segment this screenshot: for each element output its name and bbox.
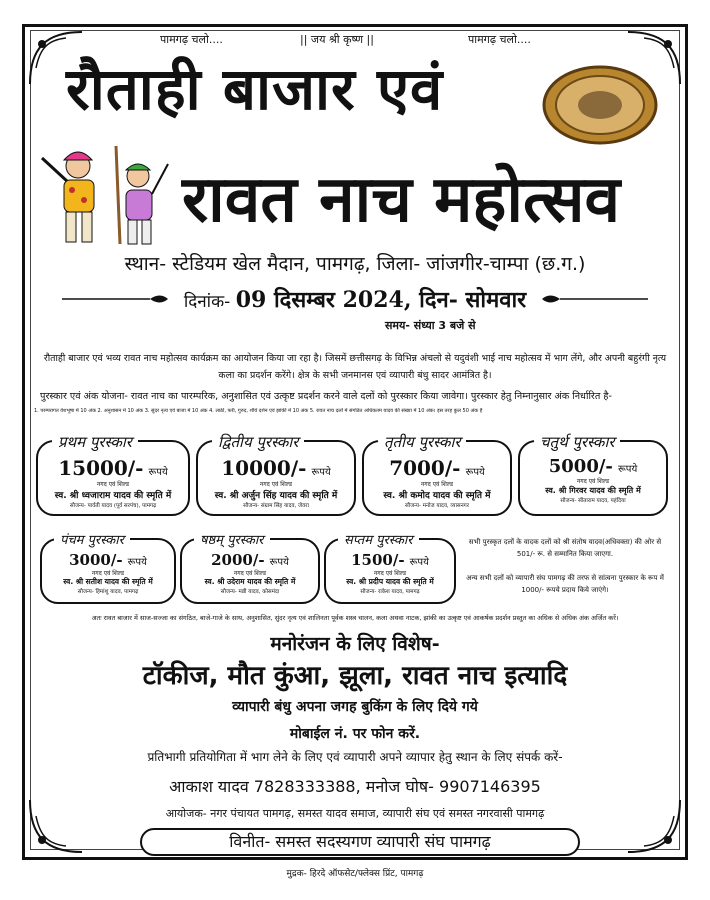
prize-extra: नगद एवं शिल्ड <box>373 570 407 577</box>
contact-numbers: आकाश यादव 7828333388, मनोज घोष- 9907146395 <box>169 777 541 796</box>
header-right: पामगढ़ चलो.... <box>468 33 531 46</box>
prize-title: पंचम पुरस्कार <box>54 530 130 548</box>
printer-credit: मुद्रक- हिरदे ऑफसेट/फ्लेक्स प्रिंट, पामगढ़ <box>286 869 424 879</box>
title-line-1: रौताही बाजार एवं <box>66 55 444 123</box>
drum-icon <box>540 64 660 146</box>
prize-card-6 <box>180 533 320 604</box>
prize-currency: रूपये <box>311 467 331 478</box>
venue-text: स्थान- स्टेडियम खेल मैदान, पामगढ़, जिला- जांजगीर-चाम्पा (छ.ग.) <box>124 253 586 275</box>
date-prefix: दिनांक- <box>183 292 231 312</box>
prize-sponsor: सौजन्य- हिमांशु यादव, पामगढ़ <box>77 589 139 595</box>
prize-title: तृतीय पुरस्कार <box>378 432 466 452</box>
date-value: 09 दिसम्बर 2024, दिन- सोमवार <box>235 287 527 313</box>
mobile-text: मोबाईल नं. पर फोन करें. <box>289 726 421 742</box>
prize-currency: रूपये <box>127 557 147 568</box>
corner-ornament-icon <box>26 796 86 856</box>
prize-memorial: स्व. श्री कमोद यादव की स्मृति में <box>383 491 491 501</box>
prize-amount: 15000/- <box>58 456 144 480</box>
prize-sponsor: सौजन्य- मन्नी यादव, कोसमंदा <box>220 589 280 595</box>
header-center: || जय श्री कृष्ण || <box>300 33 374 46</box>
prize-sponsor: सौजन्य- सीताराम यादव, पहंदिया <box>560 498 626 504</box>
prize-card-1 <box>36 433 190 516</box>
prize-extra: नगद एवं शिल्ड <box>420 481 454 488</box>
corner-ornament-icon <box>624 796 684 856</box>
header-left: पामगढ़ चलो.... <box>160 33 223 46</box>
booking-text: व्यापारी बंधु अपना जगह बुकिंग के लिए दिये गये <box>232 699 478 715</box>
time-text: समय- संध्या 3 बजे से <box>385 319 476 332</box>
prize-title: प्रथम पुरस्कार <box>52 432 138 452</box>
prize-memorial: स्व. श्री गिरवर यादव की स्मृति में <box>545 486 641 495</box>
prize-note-1: सभी पुरस्कृत दलों के वादक दलों को श्री संतोष यादव(अधिवक्ता) की ओर से 501/- रू. से सम्मानित किया जाएगा. <box>468 538 662 558</box>
prize-card-4 <box>518 433 668 516</box>
prize-memorial: स्व. श्री उदेराम यादव की स्मृति में <box>204 577 296 586</box>
prize-card-2 <box>196 433 356 516</box>
contact-note: प्रतिभागी प्रतियोगिता में भाग लेने के लिए एवं व्यापारी अपने व्यापार हेतु स्थान के लिए संपर्क करें- <box>147 750 563 764</box>
prize-card-5 <box>40 533 176 604</box>
date-line <box>60 284 650 314</box>
prize-currency: रूपये <box>269 557 289 568</box>
intro-paragraph: रौताही बाजार एवं भव्य रावत नाच महोत्सव कार्यक्रम का आयोजन किया जा रहा है। जिसमें छत्तीसगढ़ के विभिन्न अंचलो से यदुवंशी भाई नाच महोत्सव में भाग लेंगे, और अपनी बहुरंगी नृत्य कला का प्रदर्शन करेंगे। क्षेत्र के सभी जनमानस एवं व्यापारी बंधु सादर आमंत्रित है। <box>43 353 667 381</box>
prize-sponsor: सौजन्य- संग्राम सिंह यादव, जेवरा <box>243 503 309 509</box>
prize-memorial: स्व. श्री ध्वजाराम यादव की स्मृति में <box>54 491 172 501</box>
dancers-illustration-icon <box>34 140 174 250</box>
title-line-2: रावत नाच महोत्सव <box>182 163 621 237</box>
prize-amount: 10000/- <box>221 456 307 480</box>
prize-extra: नगद एवं शिल्ड <box>91 570 125 577</box>
scoring-scheme: पुरस्कार एवं अंक योजना- रावत नाच का पारम्परिक, अनुशासित एवं उत्कृष्ट प्रदर्शन करने वाले दलों को पुरस्कार किया जावेगा। पुरस्कार हेतु निम्नानुसार अंक निर्धारित है- <box>40 391 612 402</box>
prize-extra: नगद एवं शिल्ड <box>576 478 610 485</box>
entertainment-heading: मनोरंजन के लिए विशेष- <box>270 633 440 655</box>
organiser-text: आयोजक- नगर पंचायत पामगढ़, समस्त यादव समाज, व्यापारी संघ एवं समस्त नगरवासी पामगढ़ <box>165 807 545 820</box>
prize-memorial: स्व. श्री प्रदीप यादव की स्मृति में <box>346 577 434 586</box>
scoring-rules: 1. परम्परागत वेशभूषा में 10 अंक 2. अनुशासन में 10 अंक 3. सुंदर नृत्य एवं बाजा में 10 अंक 4. लाठी, फरी, गुरुद, शौर्य दर्शन एवं झांकी में 10 अंक 5. रावत नाच दलों में संगठित अधिकतम यादव की संख्या में 10 अंक। इस तरह कुल 50 अंक है <box>34 408 483 414</box>
prize-title: सप्तम पुरस्कार <box>338 530 419 548</box>
prize-amount: 5000/- <box>548 456 613 477</box>
prize-title: चतुर्थ पुरस्कार <box>534 432 620 452</box>
prize-amount: 3000/- <box>69 551 123 569</box>
prize-extra: नगद एवं शिल्ड <box>233 570 267 577</box>
prize-sponsor: सौजन्य- राकेश यादव, पामगढ़ <box>360 589 420 595</box>
prize-title: षष्ठम् पुरस्कार <box>194 530 270 548</box>
prize-extra: नगद एवं शिल्ड <box>259 481 293 488</box>
prize-memorial: स्व. श्री अर्जुन सिंह यादव की स्मृति में <box>214 491 338 501</box>
entertainment-items: टॉकीज, मौत कुंआ, झूला, रावत नाच इत्यादि <box>142 661 568 691</box>
prize-currency: रूपये <box>465 467 485 478</box>
prize-amount: 7000/- <box>389 456 461 480</box>
prize-amount: 2000/- <box>211 551 265 569</box>
prize-note-2: अन्य सभी दलों को व्यापारी संघ पामगढ़ की तरफ से सांत्वना पुरस्कार के रूप में 1000/- रूपये प्रदाय किये जाएंगे। <box>466 574 664 594</box>
prize-title: द्वितीय पुरस्कार <box>212 432 304 452</box>
vinit-box: विनीत- समस्त सदस्यगण व्यापारी संघ पामगढ़ <box>140 828 580 856</box>
prize-sponsor: सौजन्य- मनोज यादव, व्यासनगर <box>404 503 470 509</box>
scoring-note: अतः रावत बाजार में साज-सज्जा का संगठित, बाजे-गाजे के साथ, अनुशासित, सुंदर नृत्य एवं शालिनता पूर्वक शस्त्र चालन, कला अथवा नाटक, झांकी का उत्कृष्ट एवं आकर्षक प्रदर्शन प्रस्तुत का अधिक से अधिक अंक अर्जित करें। <box>91 614 619 622</box>
prize-sponsor: सौजन्य- पार्वती यादव (पूर्व सरपंच), पामगढ़ <box>69 503 157 509</box>
prize-card-3 <box>362 433 512 516</box>
prize-currency: रूपये <box>148 467 168 478</box>
prize-currency: रूपये <box>409 557 429 568</box>
prize-amount: 1500/- <box>351 551 405 569</box>
prize-memorial: स्व. श्री सतीश यादव की स्मृति में <box>63 577 153 586</box>
prize-card-7 <box>324 533 456 604</box>
prize-extra: नगद एवं शिल्ड <box>96 481 130 488</box>
prize-currency: रूपये <box>618 464 638 475</box>
